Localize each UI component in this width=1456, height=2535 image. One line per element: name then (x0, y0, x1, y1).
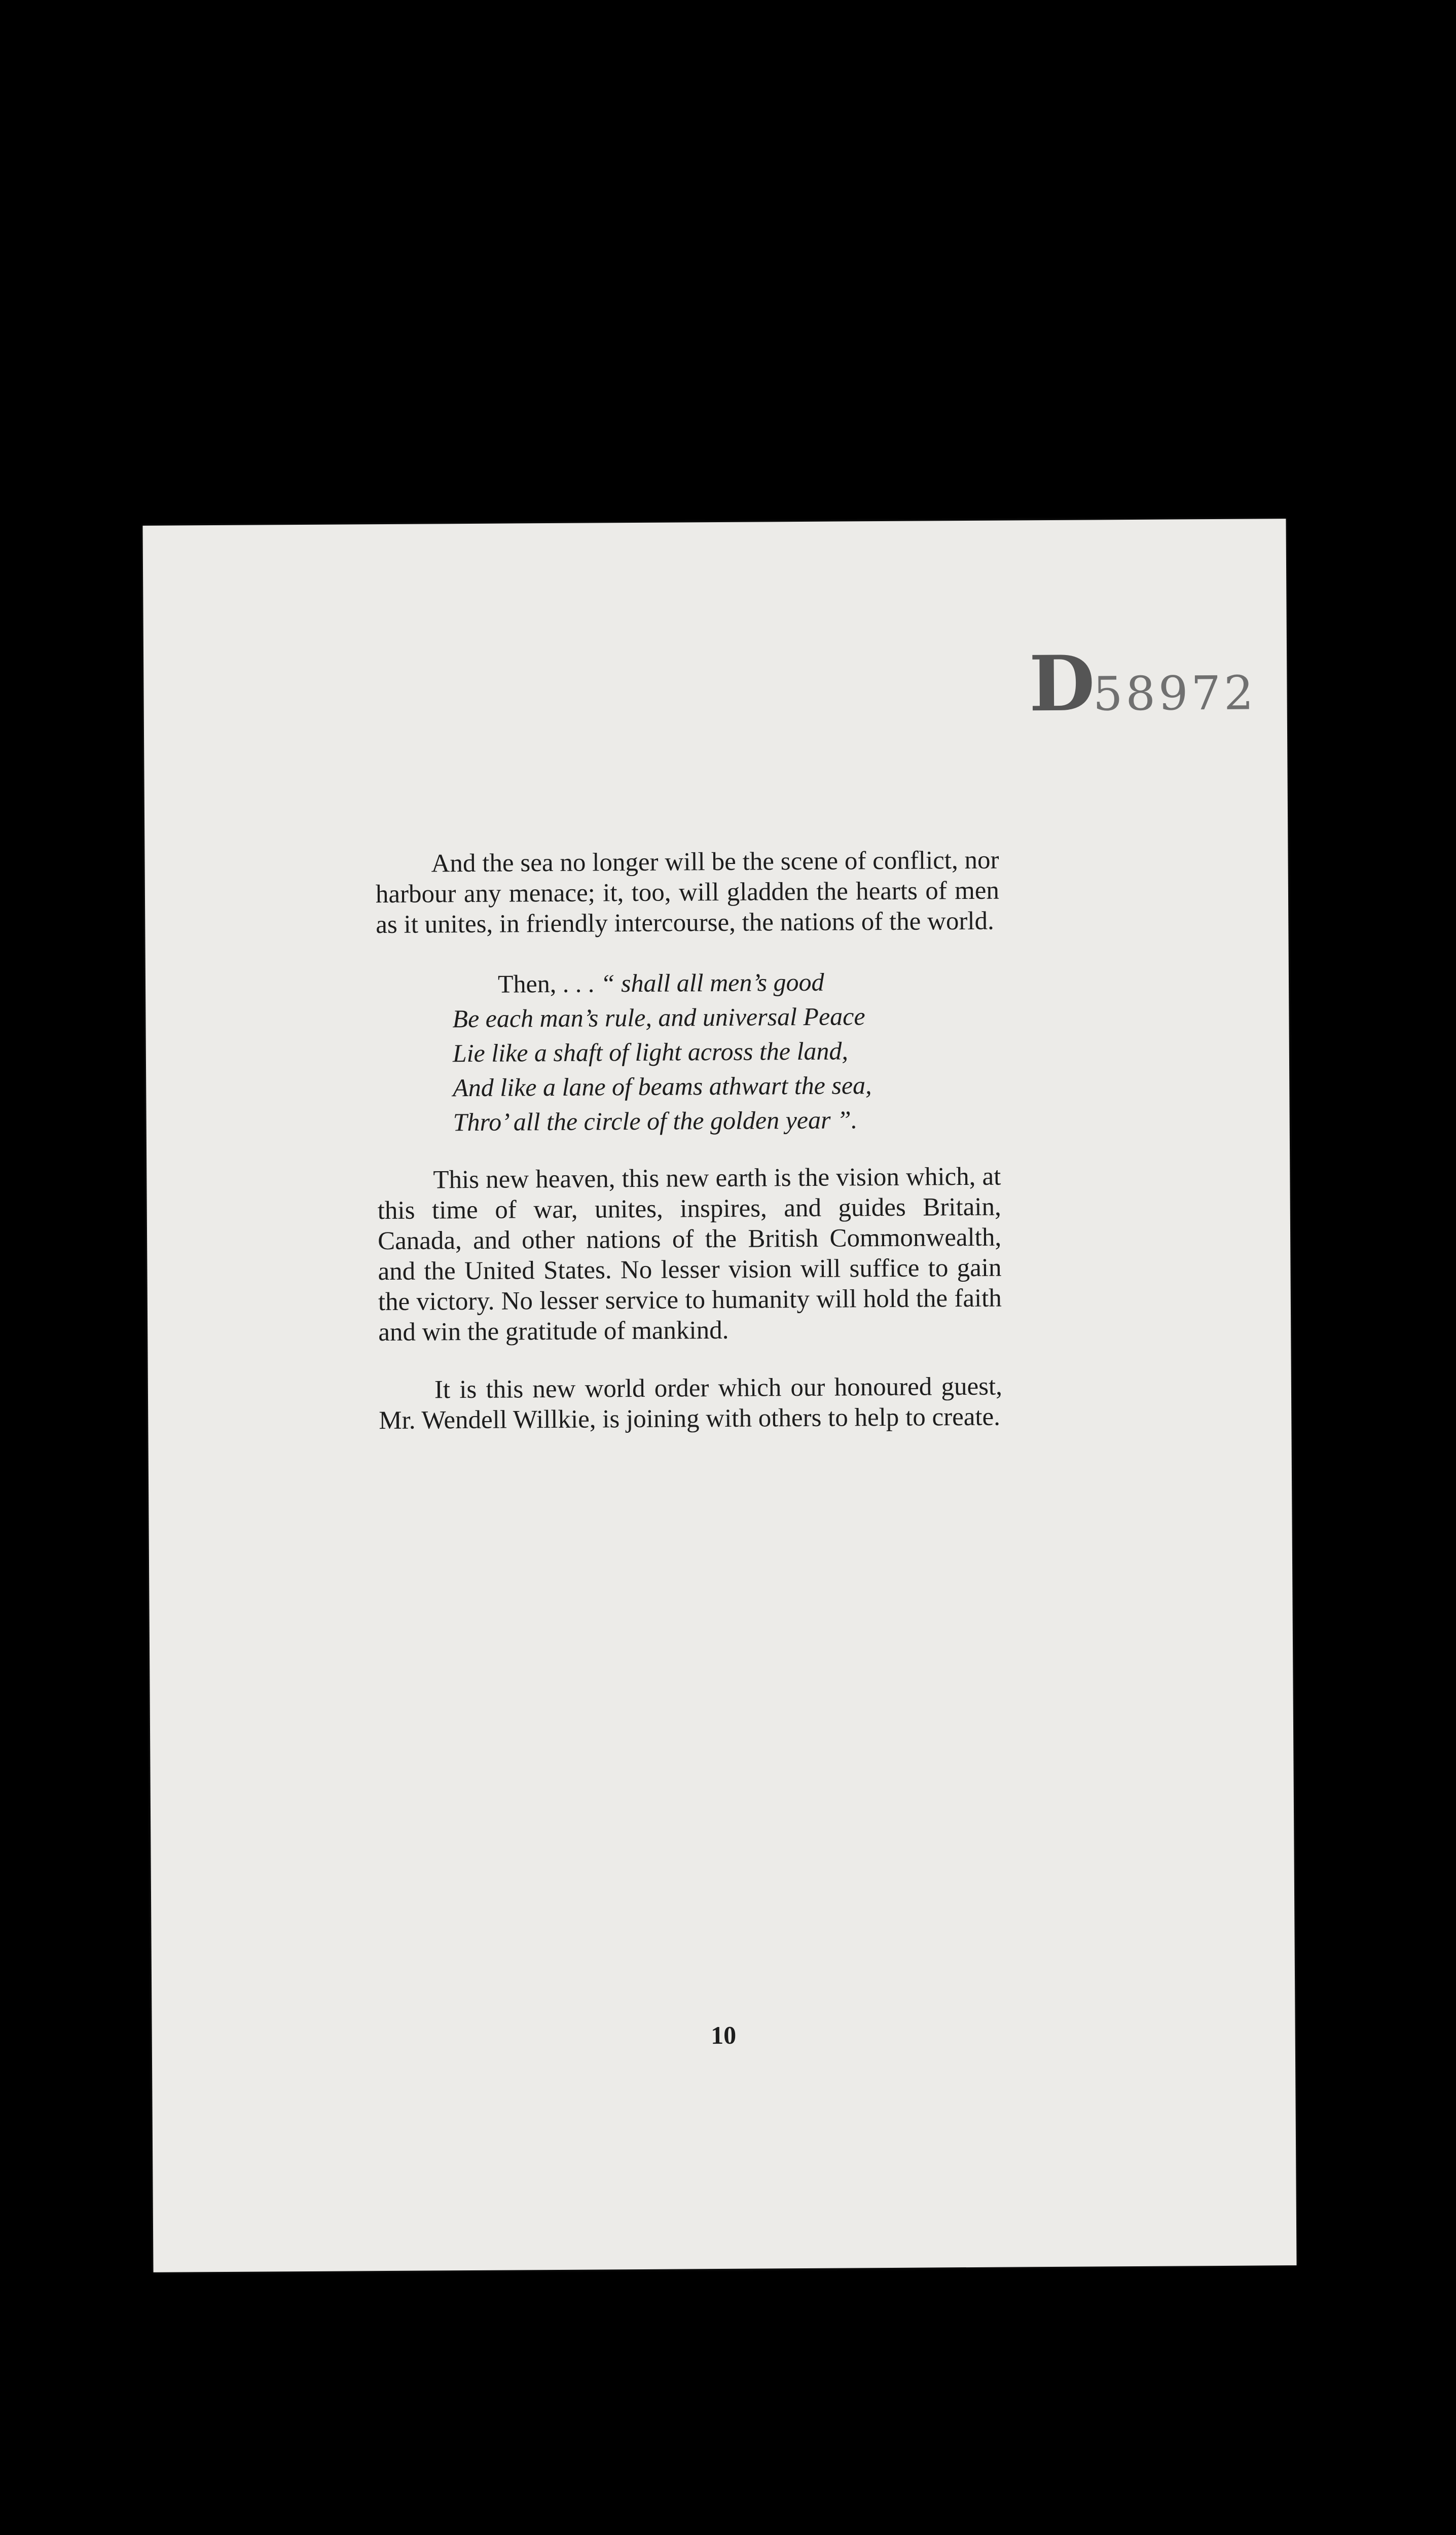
page-number: 10 (711, 2020, 737, 2050)
poem-line-1-text: “ shall all men’s good (600, 967, 824, 998)
paragraph-world-order: It is this new world order which our honoured guest, Mr. Wendell Willkie, is joining with others to help to create. (379, 1372, 1003, 1435)
poem-line-2: Be each man’s rule, and universal Peace (452, 1002, 865, 1033)
body-text (375, 845, 1002, 1463)
poem-line-3: Lie like a shaft of light across the land, (452, 1036, 849, 1068)
poem-line-1 (452, 964, 1000, 1002)
document-page (142, 519, 1296, 2272)
paragraph-sea: And the sea no longer will be the scene of conflict, nor harbour any menace; it, too, will gladden the hearts of men as it unites, in friendly intercourse, the nations of the world. (375, 846, 1000, 939)
stamp-number: 58972 (1093, 666, 1257, 721)
stamp-prefix: D (1029, 639, 1094, 729)
poem-line-5: Thro’ all the circle of the golden year ”. (453, 1105, 858, 1137)
poem-lead: Then, . . . (497, 969, 601, 998)
poem-quote (452, 964, 1001, 1140)
paragraph-vision: This new heaven, this new earth is the vision which, at this time of war, unites, inspires, and guides Britain, Canada, and other nations of the British Commonwealth, and the United States. No lesser vision will suffice to gain the victory. No lesser service to humanity will hold the faith and win the gratitude of mankind. (377, 1162, 1002, 1347)
poem-line-4: And like a lane of beams athwart the sea, (453, 1071, 872, 1102)
archive-stamp (1029, 638, 1257, 729)
